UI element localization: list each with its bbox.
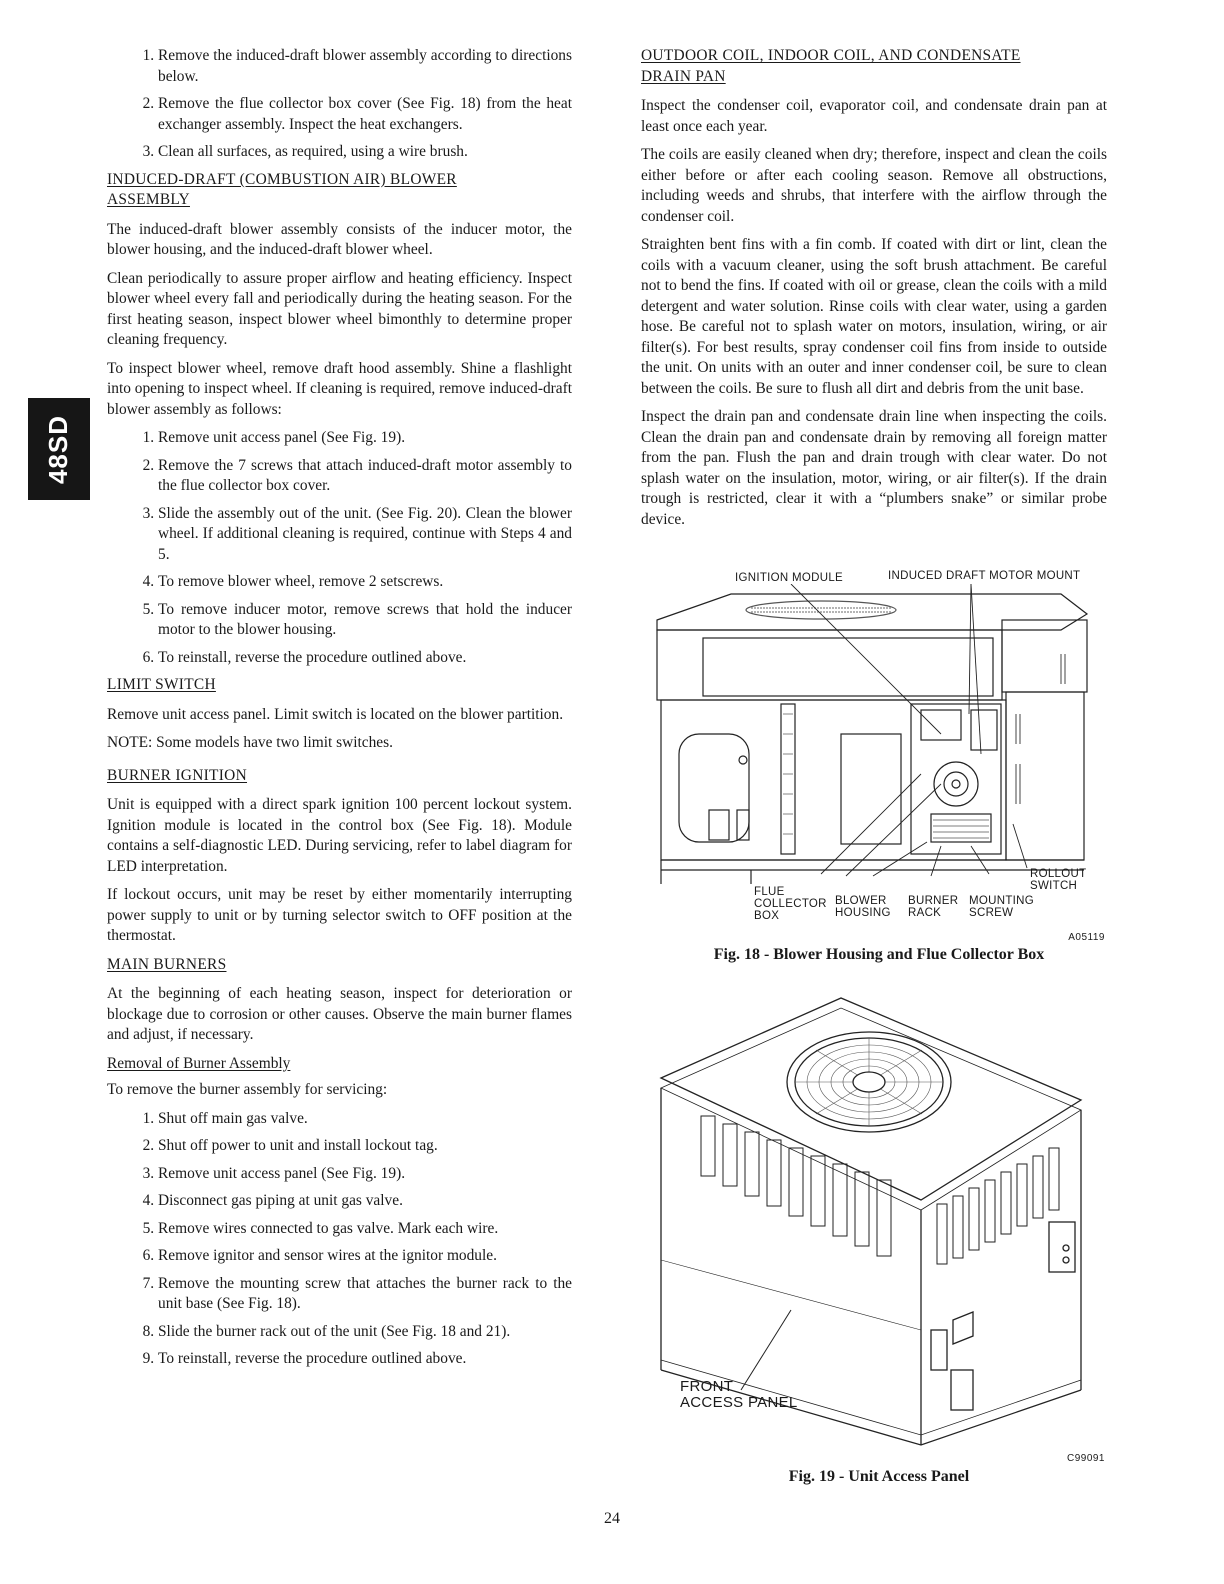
label-induced-draft-motor-mount: INDUCED DRAFT MOTOR MOUNT (888, 570, 1081, 582)
paragraph: The coils are easily cleaned when dry; therefore, inspect and clean the coils either before or after each cooling season. Remove all obstructions, including weeds and shrubs, that interfere with the airflow through the condenser coil. (641, 146, 1107, 225)
figure-caption: Fig. 18 - Blower Housing and Flue Collector Box (713, 946, 1045, 963)
page-number: 24 (604, 1510, 620, 1527)
section-heading-main-burners: MAIN BURNERS (107, 955, 227, 973)
list-item: 6. Remove ignitor and sensor wires at the ignitor module. (158, 1246, 572, 1267)
section-heading-burner-ignition: BURNER IGNITION (107, 766, 248, 784)
list-item: 4. Disconnect gas piping at unit gas valve. (158, 1191, 572, 1212)
section-heading-blower: INDUCED-DRAFT (COMBUSTION AIR) BLOWER ASSEMBLY (107, 170, 457, 208)
figure-code: A05119 (1068, 932, 1105, 943)
figure-18 (641, 568, 1117, 968)
list-item: 9. To reinstall, reverse the procedure outlined above. (158, 1349, 572, 1370)
section-heading-limit-switch: LIMIT SWITCH (107, 676, 216, 693)
list-item: 2. Shut off power to unit and install lockout tag. (158, 1136, 572, 1157)
paragraph: The induced-draft blower assembly consists of the inducer motor, the blower housing, and the induced-draft blower wheel. (107, 220, 572, 258)
paragraph: Unit is equipped with a direct spark ignition 100 percent lockout system. Ignition module is located in the control box (See Fig. 18). Module contains a self-diagnostic LED. During servicing, refer to label diagram for LED interpretation. (107, 796, 572, 875)
label-flue-collector-box: FLUE COLLECTOR BOX (754, 886, 827, 922)
right-column (641, 46, 1107, 538)
figure-19 (641, 990, 1117, 1490)
intro-steps (107, 46, 572, 163)
paragraph: Straighten bent fins with a fin comb. If coated with dirt or lint, clean the coils with a vacuum cleaner, using the soft brush attachment. Be careful not to bend the fins. If coated with oil or grease, clean the coils with a mild detergent and water solution. Rinse coils with clear water, using a garden hose. Be careful not to splash water on motors, insulation, wiring, or air filter(s). For best results, spray condenser coil fins from inside to outside the unit. On units with an outer and inner condenser coil, be sure to clean between the coils. Be sure to flush all dirt and debris from the unit base. (641, 236, 1107, 397)
list-item: 5. Remove wires connected to gas valve. Mark each wire. (158, 1219, 572, 1240)
list-item: 3. Clean all surfaces, as required, using a wire brush. (158, 142, 572, 163)
note (107, 733, 572, 754)
blower-steps (107, 428, 572, 668)
list-item: 3. Remove unit access panel (See Fig. 19). (158, 1164, 572, 1185)
left-column (107, 46, 572, 1377)
subheading-burner-removal: Removal of Burner Assembly (107, 1054, 291, 1072)
paragraph: Remove unit access panel. Limit switch is located on the blower partition. (107, 705, 564, 723)
list-item: 7. Remove the mounting screw that attaches the burner rack to the unit base (See Fig. 18). (158, 1274, 572, 1315)
label-mounting-screw: MOUNTING SCREW (969, 895, 1035, 919)
paragraph: To inspect blower wheel, remove draft hood assembly. Shine a flashlight into opening to inspect wheel. If cleaning is required, remove induced-draft blower assembly as follows: (107, 359, 572, 418)
list-item: 6. To reinstall, reverse the procedure outlined above. (158, 648, 572, 669)
label-burner-rack: BURNER RACK (908, 895, 959, 919)
list-item: 1. Shut off main gas valve. (158, 1109, 572, 1130)
side-tab (28, 398, 90, 500)
paragraph: Clean periodically to assure proper airflow and heating efficiency. Inspect blower wheel every fall and periodically during the heating season. For the first heating season, inspect blower wheel bimonthly to determine proper cleaning frequency. (107, 269, 572, 348)
burner-steps (107, 1109, 572, 1370)
figure-code: C99091 (1066, 1453, 1105, 1464)
list-item: 5. To remove inducer motor, remove screws that hold the inducer motor to the blower housing. (158, 600, 572, 641)
section-heading-coils: OUTDOOR COIL, INDOOR COIL, AND CONDENSATE DRAIN PAN (641, 47, 1021, 85)
list-item: 4. To remove blower wheel, remove 2 setscrews. (158, 572, 572, 593)
note-text: Some models have two limit switches. (152, 734, 393, 751)
list-item: 1. Remove unit access panel (See Fig. 19). (158, 428, 572, 449)
paragraph: Inspect the drain pan and condensate drain line when inspecting the coils. Clean the drain pan and condensate drain by removing all foreign matter from the pan. Flush the pan and drain trough with clear water. Do not splash water on the insulation, motor, wiring, or air filter(s). If the drain trough is restricted, clear it with a “plumbers snake” or similar probe device. (641, 408, 1107, 528)
paragraph: Inspect the condenser coil, evaporator coil, and condensate drain pan at least once each year. (641, 97, 1107, 135)
blower-housing-diagram (641, 584, 1117, 884)
list-item: 3. Slide the assembly out of the unit. (See Fig. 20). Clean the blower wheel. If additional cleaning is required, continue with Steps 4 and 5. (158, 504, 572, 566)
paragraph: To remove the burner assembly for servicing: (107, 1081, 388, 1098)
label-rollout-switch: ROLLOUT SWITCH (1030, 868, 1087, 892)
list-item: 1. Remove the induced-draft blower assembly according to directions below. (158, 46, 572, 87)
side-tab-label: 48SD (43, 414, 74, 484)
paragraph: At the beginning of each heating season, inspect for deterioration or blockage due to corrosion or other causes. Observe the main burner flames and adjust, if necessary. (107, 985, 572, 1043)
label-blower-housing: BLOWER HOUSING (835, 895, 891, 919)
figure-caption: Fig. 19 - Unit Access Panel (788, 1468, 970, 1485)
paragraph: If lockout occurs, unit may be reset by either momentarily interrupting power supply to unit or by turning selector switch to OFF position at the thermostat. (107, 886, 572, 944)
list-item: 8. Slide the burner rack out of the unit (See Fig. 18 and 21). (158, 1322, 572, 1343)
note-label: NOTE: (107, 734, 153, 751)
list-item: 2. Remove the 7 screws that attach induced-draft motor assembly to the flue collector box cover. (158, 456, 572, 497)
list-item: 2. Remove the flue collector box cover (See Fig. 18) from the heat exchanger assembly. Inspect the heat exchangers. (158, 94, 572, 135)
label-ignition-module: IGNITION MODULE (735, 572, 844, 584)
label-front-access-panel: FRONT ACCESS PANEL (680, 1378, 798, 1411)
